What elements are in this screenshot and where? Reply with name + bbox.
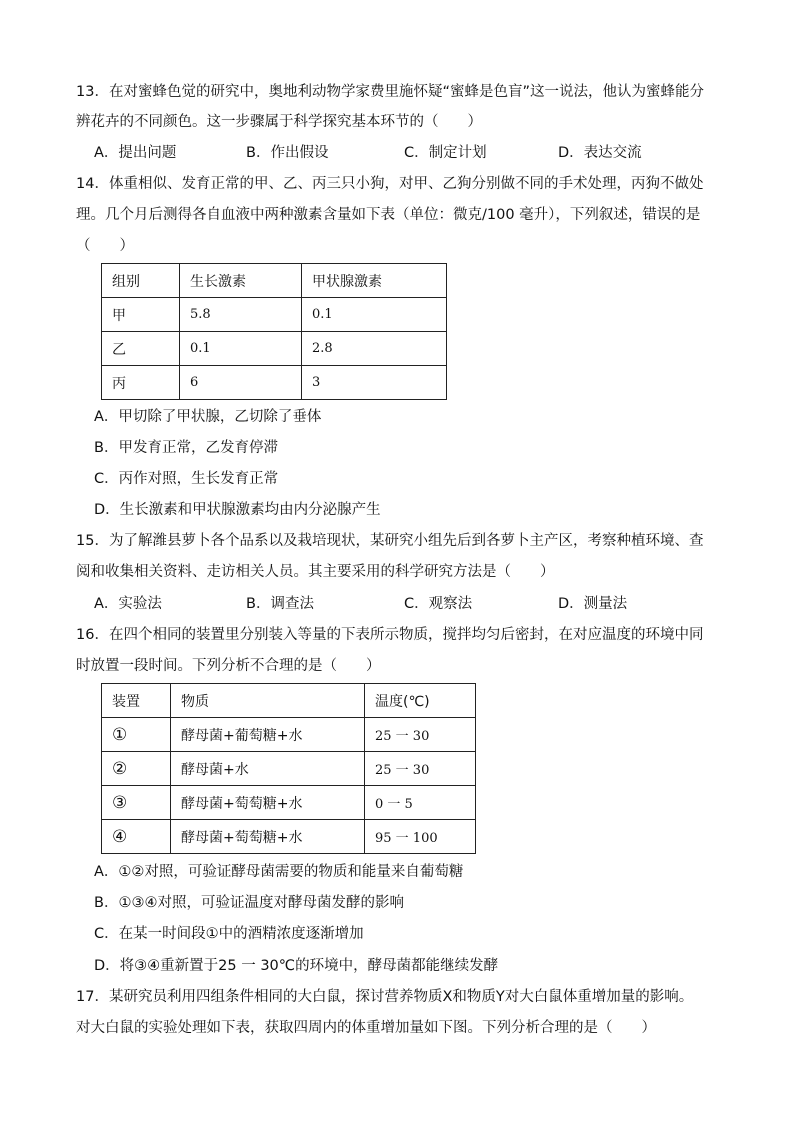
table-row bbox=[102, 786, 476, 820]
q14-option-b[interactable]: B．甲发育正常，乙发育停滞 bbox=[94, 440, 278, 456]
q13-stem-line2: 辨花卉的不同颜色。这一步骤属于科学探究基本环节的（ ） bbox=[76, 114, 482, 130]
table-cell: 酵母菌+萄萄糖+水 bbox=[171, 786, 365, 820]
table-cell: 0.1 bbox=[180, 332, 302, 366]
q14-option-a[interactable]: A．甲切除了甲状腺，乙切除了垂体 bbox=[94, 409, 322, 425]
table-cell: 5.8 bbox=[180, 298, 302, 332]
table-cell: 95 一 100 bbox=[365, 820, 476, 854]
q17-stem-line2: 对大白鼠的实验处理如下表，获取四周内的体重增加量如下图。下列分析合理的是（ ） bbox=[76, 1020, 656, 1036]
table-cell: 酵母菌+葡萄糖+水 bbox=[171, 718, 365, 752]
q16-option-d[interactable]: D．将③④重新置于25 一 30℃的环境中，酵母菌都能继续发酵 bbox=[94, 958, 499, 974]
q14-hormone-table bbox=[101, 263, 447, 400]
q16-stem-line2: 时放置一段时间。下列分析不合理的是（ ） bbox=[76, 658, 381, 674]
table-cell: 25 一 30 bbox=[365, 718, 476, 752]
table-cell: 丙 bbox=[102, 366, 180, 400]
table-cell: 甲 bbox=[102, 298, 180, 332]
q15-option-d[interactable]: D．测量法 bbox=[558, 596, 628, 612]
q17-stem-line1: 17．某研究员利用四组条件相同的大白鼠，探讨营养物质X和物质Y对大白鼠体重增加量的影响。 bbox=[76, 989, 694, 1005]
q14-stem-line2: 理。几个月后测得各自血液中两种激素含量如下表（单位：微克/100 毫升），下列叙述，错误的是 bbox=[76, 207, 701, 223]
q16-yeast-table bbox=[101, 683, 476, 854]
table-cell: 6 bbox=[180, 366, 302, 400]
table-cell: 2.8 bbox=[302, 332, 447, 366]
q16-option-a[interactable]: A．①②对照，可验证酵母菌需要的物质和能量来自葡萄糖 bbox=[94, 864, 464, 880]
table-row bbox=[102, 366, 447, 400]
table-header-cell: 组别 bbox=[102, 264, 180, 298]
table-row bbox=[102, 752, 476, 786]
q15-option-a[interactable]: A．实验法 bbox=[94, 596, 162, 612]
table-cell: 3 bbox=[302, 366, 447, 400]
q13-stem-line1: 13．在对蜜蜂色觉的研究中，奥地利动物学家费里施怀疑“蜜蜂是色盲”这一说法，他认为蜜蜂能分 bbox=[76, 84, 704, 100]
q15-stem-line2: 阅和收集相关资料、走访相关人员。其主要采用的科学研究方法是（ ） bbox=[76, 564, 555, 580]
q14-option-d[interactable]: D．生长激素和甲状腺激素均由内分泌腺产生 bbox=[94, 502, 381, 518]
table-header-cell: 物质 bbox=[171, 684, 365, 718]
table-header-cell: 装置 bbox=[102, 684, 171, 718]
q13-option-b[interactable]: B．作出假设 bbox=[246, 145, 329, 161]
table-cell: ③ bbox=[102, 786, 171, 820]
q14-stem-line3: （ ） bbox=[76, 238, 134, 254]
table-header-cell: 生长激素 bbox=[180, 264, 302, 298]
q13-option-a[interactable]: A．提出问题 bbox=[94, 145, 177, 161]
q14-stem-line1: 14．体重相似、发育正常的甲、乙、丙三只小狗，对甲、乙狗分别做不同的手术处理，丙狗不做处 bbox=[76, 176, 704, 192]
table-row bbox=[102, 718, 476, 752]
table-header-row bbox=[102, 264, 447, 298]
table-header-row bbox=[102, 684, 476, 718]
table-cell: 酵母菌+水 bbox=[171, 752, 365, 786]
q16-stem-line1: 16．在四个相同的装置里分别装入等量的下表所示物质，搅拌均匀后密封，在对应温度的环境中同 bbox=[76, 627, 704, 643]
table-cell: ① bbox=[102, 718, 171, 752]
table-cell: 酵母菌+萄萄糖+水 bbox=[171, 820, 365, 854]
q16-option-c[interactable]: C．在某一时间段①中的酒精浓度逐渐增加 bbox=[94, 926, 364, 942]
table-cell: 25 一 30 bbox=[365, 752, 476, 786]
q14-option-c[interactable]: C．丙作对照，生长发育正常 bbox=[94, 471, 279, 487]
table-cell: ② bbox=[102, 752, 171, 786]
q15-option-c[interactable]: C．观察法 bbox=[404, 596, 473, 612]
q15-option-b[interactable]: B．调查法 bbox=[246, 596, 314, 612]
q13-option-d[interactable]: D．表达交流 bbox=[558, 145, 642, 161]
table-row bbox=[102, 298, 447, 332]
q16-option-b[interactable]: B．①③④对照，可验证温度对酵母菌发酵的影响 bbox=[94, 895, 404, 911]
table-header-cell: 温度(℃) bbox=[365, 684, 476, 718]
q15-stem-line1: 15．为了解潍县萝卜各个品系以及栽培现状，某研究小组先后到各萝卜主产区，考察种植环境、查 bbox=[76, 533, 704, 549]
table-cell: 0 一 5 bbox=[365, 786, 476, 820]
table-cell: 0.1 bbox=[302, 298, 447, 332]
table-cell: ④ bbox=[102, 820, 171, 854]
table-row bbox=[102, 820, 476, 854]
q13-option-c[interactable]: C．制定计划 bbox=[404, 145, 487, 161]
table-header-cell: 甲状腺激素 bbox=[302, 264, 447, 298]
table-row bbox=[102, 332, 447, 366]
table-cell: 乙 bbox=[102, 332, 180, 366]
